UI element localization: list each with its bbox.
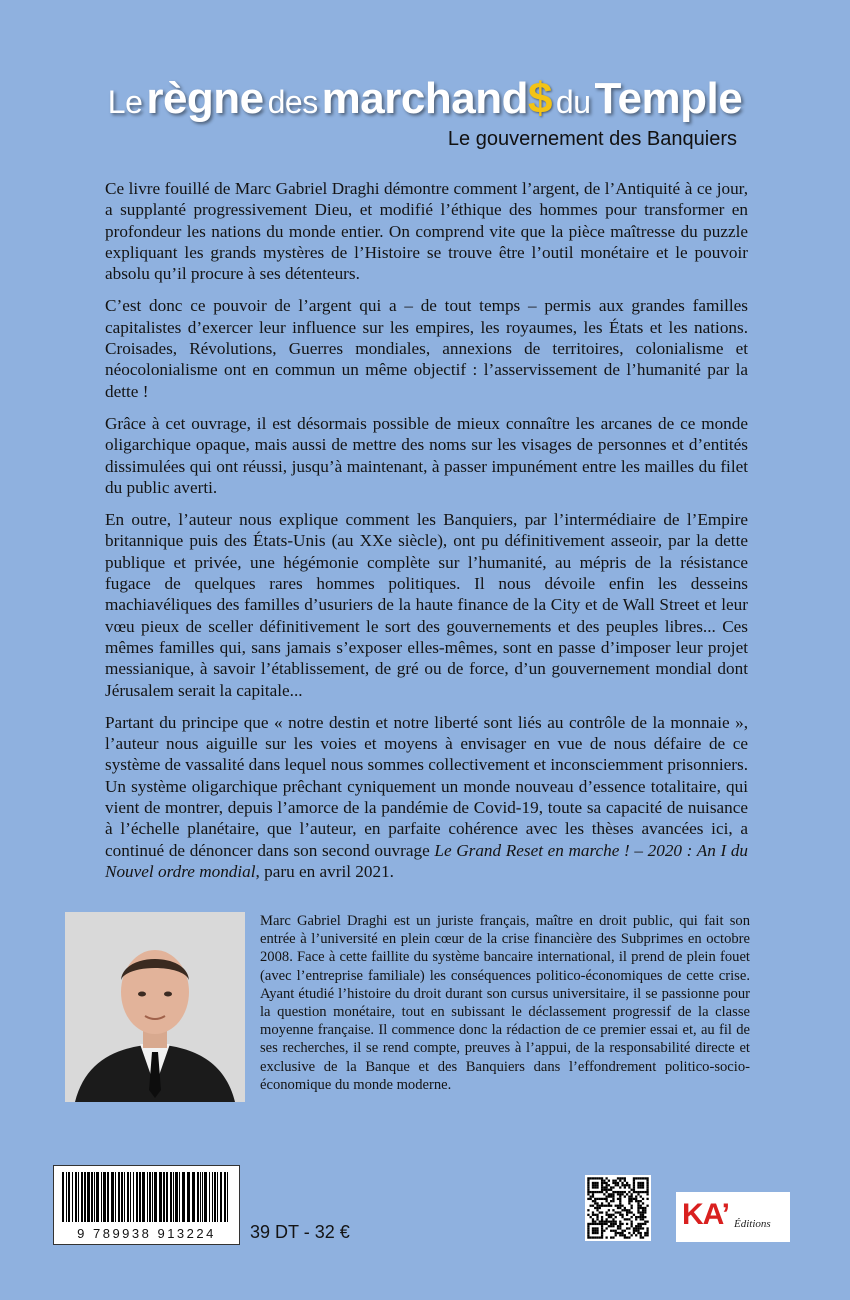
book-title (0, 74, 850, 124)
paragraph: En outre, l’auteur nous explique comment les Banquiers, par l’intermédiaire de l’Empire britannique puis des États-Unis (au XXe siècle), ont pu définitivement asseoir, par la dette publique et privée, une hégémonie complète sur l’humanité, au mépris de la résistance fugace de quelques rares hommes politiques. Il nous dévoile enfin les desseins machiavéliques des familles d’usuriers de la haute finance de la City et de Wall Street et leur vœu pieux de sceller définitivement le sort des gouvernements et des peuples libres... Ces mêmes familles qui, sans jamais s’exposer elles-mêmes, sont en passe d’imposer leur projet messianique, à savoir l’établissement, de gré ou de force, d’un gouvernement mondial dont Jérusalem serait la capitale... (105, 510, 748, 700)
price: 39 DT - 32 € (250, 1222, 350, 1242)
paragraph-text: Partant du principe que « notre destin et notre liberté sont liés au contrôle de la monnaie », l’auteur nous aiguille sur les voies et moyens à envisager en vue de nous défaire de ce système de vassalité dans lequel nous sommes collectivement et inconsciemment prisonniers. Un système oligarchique prêchant cyniquement un monde nouveau d’essence totalitaire, qui vient de montrer, depuis l’amorce de la pandémie de Covid-19, toute sa capacité de nuisance à l’échelle planétaire, que l’auteur, en parfaite cohérence avec les thèses avancées ici, a continué de dénoncer dans son second ouvrage (105, 712, 748, 860)
qr-code-icon (585, 1175, 651, 1241)
book-subtitle: Le gouvernement des Banquiers (447, 128, 737, 150)
back-cover-text (105, 178, 748, 893)
title-word: des (267, 84, 318, 120)
title-word: Le (107, 84, 143, 120)
barcode-icon (62, 1172, 231, 1222)
publisher-logo-mark: KA’ (682, 1198, 730, 1231)
publisher-logo (676, 1192, 790, 1242)
paragraph: Ce livre fouillé de Marc Gabriel Draghi démontre comment l’argent, de l’Antiquité à ce jour, a supplanté progressivement Dieu, et modifié l’éthique des hommes pour transformer en profondeur les nations du monde entier. On comprend vite que la pièce maîtresse du puzzle expliquant les grands mystères de l’Histoire se trouve être l’outil monétaire et le pouvoir absolu qu’il procure à ses détenteurs. (105, 179, 748, 284)
title-word: Temple (594, 74, 743, 123)
book-reference: Le Grand Reset en marche ! – 2020 : An I du Nouvel ordre mondial (105, 840, 749, 881)
paragraph-end: , paru en avril 2021. (255, 861, 394, 881)
title-word: du (555, 84, 591, 120)
publisher-logo-suffix: Éditions (734, 1218, 771, 1230)
title-word: marchand (321, 74, 528, 123)
paragraph: Grâce à cet ouvrage, il est désormais possible de mieux connaître les arcanes de ce monde oligarchique opaque, mais aussi de mettre des noms sur les visages de personnes et d’entités dissimulées qui ont réussi, jusqu’à maintenant, à passer impunément entre les mailles du filet du public averti. (105, 413, 748, 497)
paragraph (105, 712, 748, 882)
author-photo (65, 912, 245, 1102)
title-word: règne (146, 74, 264, 123)
isbn-number: 9 789938 913224 (77, 1226, 216, 1241)
author-bio: Marc Gabriel Draghi est un juriste français, maître en droit public, qui fait son entrée à l’université en plein cœur de la crise financière des Subprimes en octobre 2008. Face à cette faillite du système bancaire international, il prend de plein fouet (avec l’entreprise familiale) les conséquences politico-économiques de cette crise. Ayant étudié l’histoire du droit durant son cursus universitaire, il se passionne pour la question monétaire, tout en subissant le déclassement progressif de la classe moyenne française. Il commence donc la rédaction de ce premier essai et, au fil de ses recherches, il se rend compte, preuves à l’appui, de la responsabilité directe et exclusive de la Banque et des Banquiers dans l’effondrement politico-socio-économique du monde moderne. (260, 913, 750, 1093)
qr-code (585, 1175, 651, 1241)
barcode (53, 1165, 240, 1245)
paragraph: C’est donc ce pouvoir de l’argent qui a – de tout temps – permis aux grandes familles capitalistes d’exercer leur influence sur les empires, les royaumes, les États et les nations. Croisades, Révolutions, Guerres mondiales, annexions de territoires, colonialisme et néocolonialisme ont en commun un même objectif : l’asservissement de l’humanité par la dette ! (105, 296, 748, 401)
dollar-sign-icon: $ (527, 74, 552, 123)
